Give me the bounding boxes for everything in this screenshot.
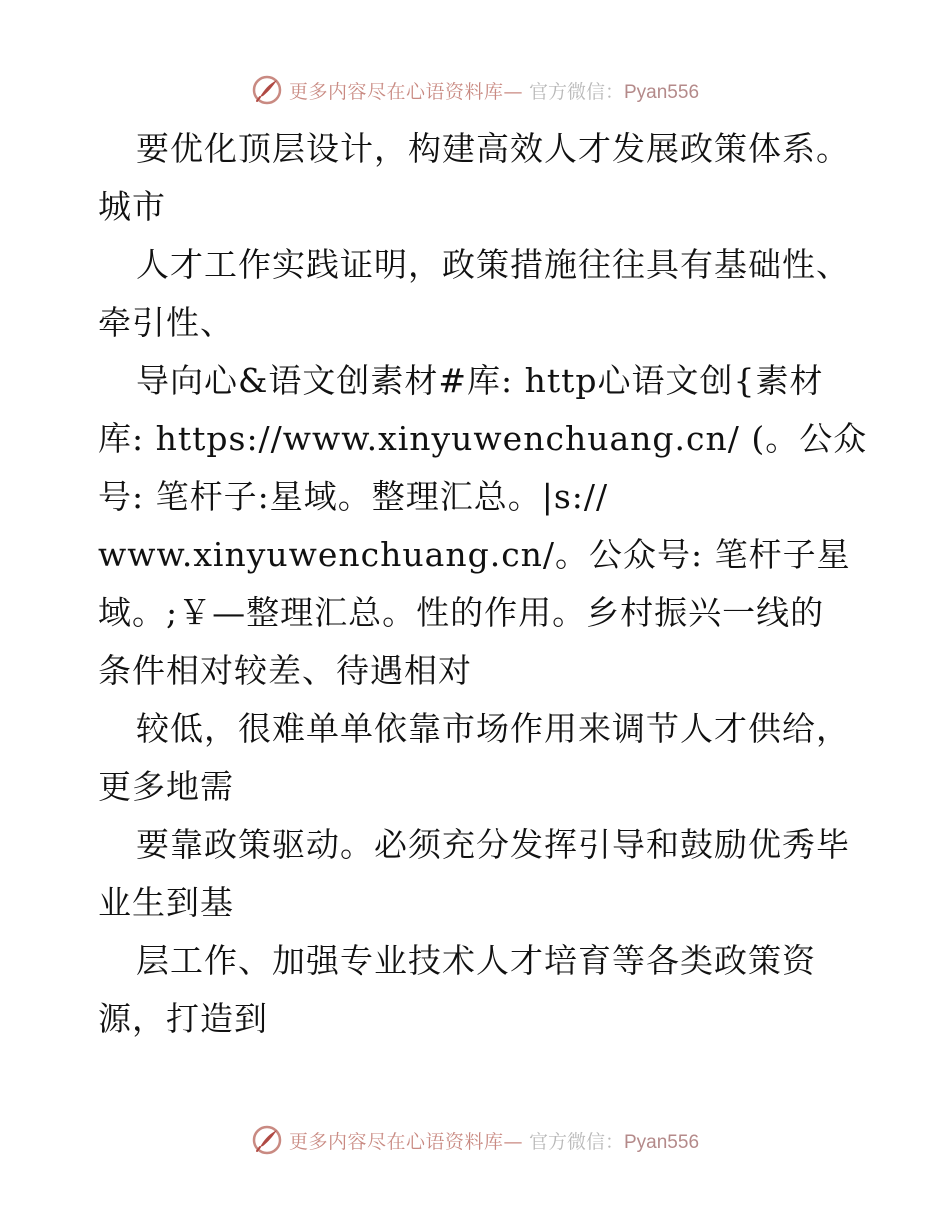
watermark-site-text: 更多内容尽在心语资料库— bbox=[288, 80, 523, 103]
text-line: 域。;￥—整理汇总。性的作用。乡村振兴一线的 bbox=[98, 593, 825, 632]
text-line: 要靠政策驱动。必须充分发挥引导和鼓励优秀毕 bbox=[136, 825, 850, 864]
feather-pen-seal-icon bbox=[251, 1124, 283, 1156]
text-line: 较低，很难单单依靠市场作用来调节人才供给， bbox=[136, 709, 850, 748]
text-line: 更多地需 bbox=[98, 767, 234, 806]
text-line: 业生到基 bbox=[98, 883, 234, 922]
footer-watermark bbox=[0, 1120, 950, 1160]
text-line: 城市 bbox=[98, 187, 166, 226]
text-line: 导向心&语文创素材#库: http心语文创{素材 bbox=[136, 361, 824, 400]
watermark-wechat: 官方微信：Pyan556 bbox=[528, 1130, 700, 1153]
text-line: www.xinyuwenchuang.cn/。公众号: 笔杆子星 bbox=[98, 535, 851, 574]
text-line: 库: https://www.xinyuwenchuang.cn/ (。公众 bbox=[98, 419, 868, 458]
text-line: 人才工作实践证明，政策措施往往具有基础性、 bbox=[136, 245, 850, 284]
text-line: 源，打造到 bbox=[98, 999, 268, 1038]
text-line: 牵引性、 bbox=[98, 303, 234, 342]
header-watermark bbox=[0, 70, 950, 110]
text-line: 号: 笔杆子:星域。整理汇总。|s:// bbox=[98, 477, 609, 516]
text-line: 层工作、加强专业技术人才培育等各类政策资 bbox=[136, 941, 816, 980]
text-line: 条件相对较差、待遇相对 bbox=[98, 651, 472, 690]
watermark-wechat: 官方微信：Pyan556 bbox=[528, 80, 700, 103]
document-body bbox=[98, 120, 898, 1048]
watermark-site-text: 更多内容尽在心语资料库— bbox=[288, 1130, 523, 1153]
text-line: 要优化顶层设计，构建高效人才发展政策体系。 bbox=[136, 129, 850, 168]
feather-pen-seal-icon bbox=[251, 74, 283, 106]
